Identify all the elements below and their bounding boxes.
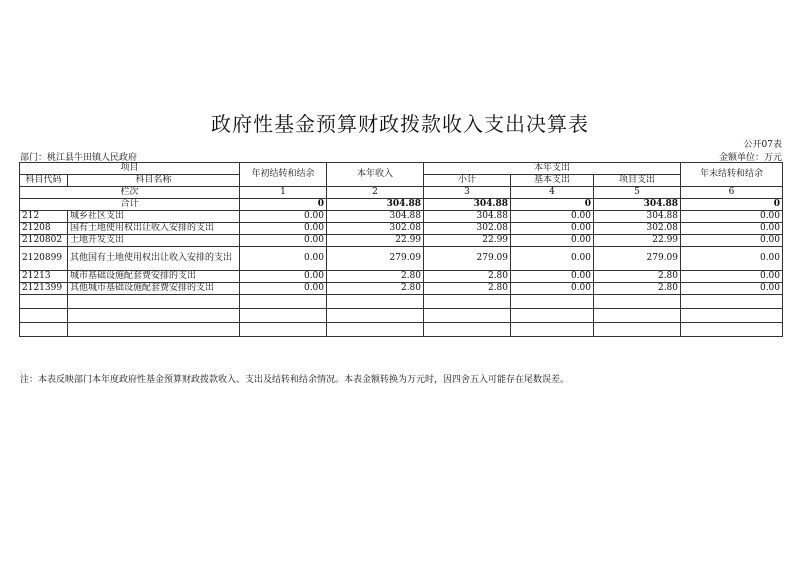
value-cell: 0.00 (511, 247, 594, 271)
header-project-expense: 项目支出 (594, 175, 681, 187)
value-cell: 2.80 (327, 283, 424, 295)
subject-code-cell: 2121399 (20, 283, 68, 295)
total-value: 0 (511, 199, 594, 211)
empty-row (20, 309, 783, 323)
subject-name-cell: 土地开发支出 (68, 235, 240, 247)
value-cell: 0.00 (681, 247, 783, 271)
value-cell: 22.99 (424, 235, 511, 247)
total-row (20, 199, 783, 211)
footnote: 注：本表反映部门本年度政府性基金预算财政拨款收入、支出及结转和结余情况。本表金额转换为万元时，因四舍五入可能存在尾数误差。 (20, 375, 570, 385)
subject-code-cell: 21208 (20, 223, 68, 235)
header-subtotal: 小计 (424, 175, 511, 187)
value-cell: 304.88 (327, 211, 424, 223)
header-opening-balance: 年初结转和结余 (240, 163, 327, 187)
department-label: 部门：桃江县牛田镇人民政府 (20, 153, 138, 163)
header-row-1 (20, 163, 783, 175)
value-cell: 2.80 (594, 283, 681, 295)
value-cell: 279.09 (327, 247, 424, 271)
value-cell: 279.09 (594, 247, 681, 271)
header-item-group: 项目 (20, 163, 240, 175)
column-number: 6 (681, 187, 783, 199)
subject-code-cell: 2120802 (20, 235, 68, 247)
total-value: 304.88 (424, 199, 511, 211)
value-cell: 302.08 (327, 223, 424, 235)
value-cell: 2.80 (594, 271, 681, 283)
value-cell: 2.80 (327, 271, 424, 283)
total-label: 合计 (20, 199, 240, 211)
total-value: 304.88 (594, 199, 681, 211)
empty-row (20, 323, 783, 337)
value-cell: 279.09 (424, 247, 511, 271)
subject-code-cell: 21213 (20, 271, 68, 283)
value-cell: 0.00 (511, 235, 594, 247)
value-cell: 2.80 (424, 283, 511, 295)
header-subject-name: 科目名称 (68, 175, 240, 187)
header-basic-expense: 基本支出 (511, 175, 594, 187)
table-row (20, 247, 783, 271)
subject-name-cell: 其他国有土地使用权出让收入安排的支出 (68, 247, 240, 271)
value-cell: 0.00 (681, 283, 783, 295)
header-subject-code: 科目代码 (20, 175, 68, 187)
value-cell: 0.00 (511, 283, 594, 295)
value-cell: 0.00 (240, 223, 327, 235)
value-cell: 0.00 (681, 271, 783, 283)
value-cell: 0.00 (240, 235, 327, 247)
column-number: 2 (327, 187, 424, 199)
total-value: 0 (681, 199, 783, 211)
table-row (20, 211, 783, 223)
value-cell: 0.00 (240, 271, 327, 283)
column-number: 3 (424, 187, 511, 199)
value-cell: 2.80 (424, 271, 511, 283)
report-title: 政府性基金预算财政拨款收入支出决算表 (211, 112, 589, 136)
subject-code-cell: 2120899 (20, 247, 68, 271)
total-value: 304.88 (327, 199, 424, 211)
column-number: 4 (511, 187, 594, 199)
total-value: 0 (240, 199, 327, 211)
value-cell: 302.08 (424, 223, 511, 235)
table-row (20, 223, 783, 235)
table-row (20, 283, 783, 295)
value-cell: 0.00 (240, 283, 327, 295)
subject-code-cell: 212 (20, 211, 68, 223)
value-cell: 0.00 (240, 247, 327, 271)
subject-name-cell: 城市基础设施配套费安排的支出 (68, 271, 240, 283)
subject-name-cell: 国有土地使用权出让收入安排的支出 (68, 223, 240, 235)
table-row (20, 271, 783, 283)
value-cell: 0.00 (681, 211, 783, 223)
value-cell: 22.99 (327, 235, 424, 247)
value-cell: 0.00 (240, 211, 327, 223)
report-table (19, 162, 783, 337)
value-cell: 304.88 (594, 211, 681, 223)
column-index-row (20, 187, 783, 199)
subject-name-cell: 其他城市基础设施配套费安排的支出 (68, 283, 240, 295)
value-cell: 0.00 (681, 235, 783, 247)
value-cell: 0.00 (511, 211, 594, 223)
value-cell: 302.08 (594, 223, 681, 235)
value-cell: 0.00 (511, 223, 594, 235)
unit-label: 金额单位：万元 (718, 153, 782, 163)
value-cell: 0.00 (681, 223, 783, 235)
header-closing-balance: 年末结转和结余 (681, 163, 783, 187)
column-number: 1 (240, 187, 327, 199)
header-current-expense: 本年支出 (424, 163, 681, 175)
column-number: 5 (594, 187, 681, 199)
value-cell: 22.99 (594, 235, 681, 247)
table-row (20, 235, 783, 247)
value-cell: 304.88 (424, 211, 511, 223)
column-index-label: 栏次 (20, 187, 240, 199)
header-current-income: 本年收入 (327, 163, 424, 187)
value-cell: 0.00 (511, 271, 594, 283)
subject-name-cell: 城乡社区支出 (68, 211, 240, 223)
empty-row (20, 295, 783, 309)
form-code: 公开07表 (743, 140, 782, 150)
